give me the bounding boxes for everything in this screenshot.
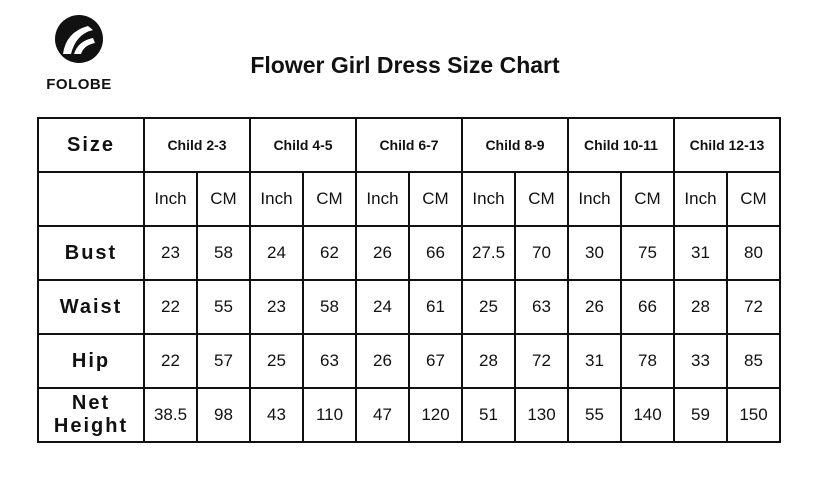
unit-header-cell: CM [197,172,250,226]
measurement-row [38,280,780,334]
measurement-row [38,388,780,442]
unit-header-cell: Inch [674,172,727,226]
size-group-header: Child 2-3 [144,118,250,172]
measurement-value-cell: 47 [356,388,409,442]
measurement-value-cell: 130 [515,388,568,442]
measurement-value-cell: 31 [568,334,621,388]
size-group-header: Child 6-7 [356,118,462,172]
measurement-value-cell: 55 [568,388,621,442]
size-header-cell: Size [38,118,144,172]
measurement-label-cell [38,334,144,388]
measurement-value-cell: 150 [727,388,780,442]
measurement-value-cell: 58 [197,226,250,280]
unit-header-cell: CM [409,172,462,226]
unit-header-cell: Inch [250,172,303,226]
measurement-value-cell: 24 [250,226,303,280]
measurement-value-cell: 72 [515,334,568,388]
unit-header-cell: CM [515,172,568,226]
measurement-value-cell: 28 [462,334,515,388]
measurement-value-cell: 58 [303,280,356,334]
brand-name: FOLOBE [46,76,112,93]
measurement-value-cell: 25 [250,334,303,388]
measurement-value-cell: 62 [303,226,356,280]
measurement-label: Height [53,415,129,437]
measurement-value-cell: 63 [303,334,356,388]
measurement-value-cell: 78 [621,334,674,388]
measurement-value-cell: 57 [197,334,250,388]
measurement-value-cell: 33 [674,334,727,388]
measurement-label: Net [71,392,111,414]
size-group-header: Child 12-13 [674,118,780,172]
size-chart-body [38,118,780,442]
measurement-value-cell: 120 [409,388,462,442]
measurement-label: Bust [64,241,118,264]
size-chart-table [37,117,781,443]
measurement-value-cell: 22 [144,280,197,334]
measurement-value-cell: 26 [568,280,621,334]
measurement-row [38,226,780,280]
header-row-groups [38,118,780,172]
page-title: Flower Girl Dress Size Chart [250,52,560,78]
measurement-value-cell: 110 [303,388,356,442]
measurement-value-cell: 25 [462,280,515,334]
measurement-value-cell: 63 [515,280,568,334]
measurement-value-cell: 67 [409,334,462,388]
header-row-units [38,172,780,226]
measurement-label: Hip [71,349,111,372]
measurement-label-cell [38,280,144,334]
measurement-value-cell: 59 [674,388,727,442]
measurement-value-cell: 61 [409,280,462,334]
measurement-value-cell: 85 [727,334,780,388]
measurement-value-cell: 43 [250,388,303,442]
measurement-value-cell: 51 [462,388,515,442]
measurement-value-cell: 31 [674,226,727,280]
measurement-value-cell: 75 [621,226,674,280]
unit-header-cell: Inch [144,172,197,226]
size-group-header: Child 4-5 [250,118,356,172]
unit-header-cell: Inch [462,172,515,226]
measurement-value-cell: 23 [144,226,197,280]
measurement-row [38,334,780,388]
measurement-value-cell: 38.5 [144,388,197,442]
unit-header-cell: CM [621,172,674,226]
measurement-value-cell: 30 [568,226,621,280]
measurement-label: Waist [59,295,123,318]
units-corner-cell [38,172,144,226]
measurement-value-cell: 22 [144,334,197,388]
measurement-value-cell: 66 [409,226,462,280]
size-group-header: Child 10-11 [568,118,674,172]
unit-header-cell: CM [303,172,356,226]
measurement-label-cell [38,388,144,442]
measurement-value-cell: 70 [515,226,568,280]
measurement-value-cell: 66 [621,280,674,334]
measurement-value-cell: 72 [727,280,780,334]
unit-header-cell: CM [727,172,780,226]
measurement-value-cell: 98 [197,388,250,442]
measurement-value-cell: 80 [727,226,780,280]
folobe-logo-icon [54,14,104,64]
measurement-value-cell: 26 [356,334,409,388]
measurement-value-cell: 24 [356,280,409,334]
measurement-value-cell: 26 [356,226,409,280]
unit-header-cell: Inch [356,172,409,226]
brand-logo [36,14,122,94]
measurement-value-cell: 27.5 [462,226,515,280]
measurement-value-cell: 140 [621,388,674,442]
measurement-value-cell: 23 [250,280,303,334]
measurement-label-cell [38,226,144,280]
measurement-value-cell: 55 [197,280,250,334]
size-group-header: Child 8-9 [462,118,568,172]
measurement-value-cell: 28 [674,280,727,334]
unit-header-cell: Inch [568,172,621,226]
